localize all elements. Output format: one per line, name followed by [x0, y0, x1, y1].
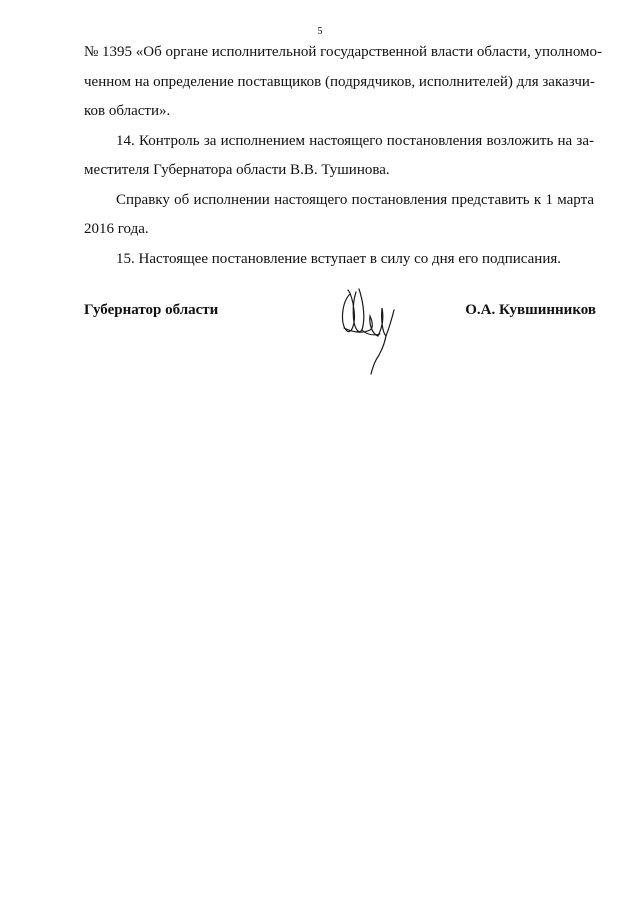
body-line: ченном на определение поставщиков (подрядчиков, исполнителей) для заказчи-: [84, 73, 595, 90]
signer-name: О.А. Кувшинников: [465, 302, 596, 318]
body-line: 2016 года.: [84, 221, 149, 237]
signer-title: Губернатор области: [84, 302, 219, 318]
body-line: 15. Настоящее постановление вступает в силу со дня его подписания.: [116, 250, 562, 267]
page-number: 5: [317, 26, 323, 37]
document-body: [84, 38, 603, 274]
body-line: № 1395 «Об органе исполнительной государственной власти области, уполномо-: [84, 44, 603, 60]
body-line: 14. Контроль за исполнением настоящего постановления возложить на за-: [116, 132, 594, 149]
body-line: Справку об исполнении настоящего постановления представить к 1 марта: [116, 191, 594, 208]
body-line: ков области».: [84, 103, 171, 119]
body-line: местителя Губернатора области В.В. Тушинова.: [84, 162, 390, 178]
handwritten-signature: [336, 284, 398, 376]
